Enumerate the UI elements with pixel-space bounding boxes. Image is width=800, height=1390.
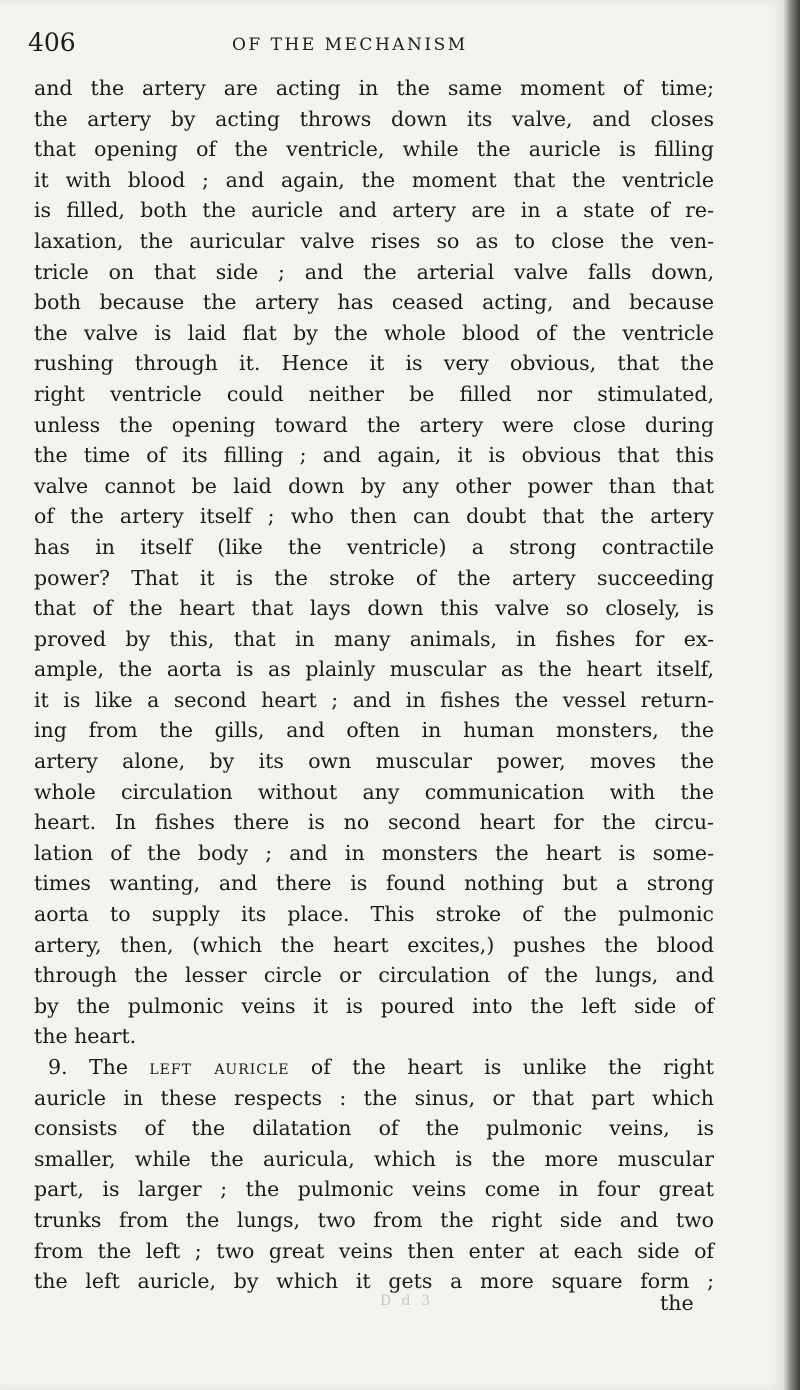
text-line: power? That it is the stroke of the artery succeeding xyxy=(34,565,714,590)
text-line: rushing through it. Hence it is very obvious, that the xyxy=(34,351,714,376)
running-head xyxy=(28,28,728,58)
text-line: by the pulmonic veins it is poured into the left side of xyxy=(34,993,714,1018)
text-line: auricle in these respects : the sinus, or that part which xyxy=(34,1085,714,1110)
text-line: the valve is laid flat by the whole blood of the ventricle xyxy=(34,320,714,345)
page-edge-shadow xyxy=(784,0,800,1390)
text-line: the artery by acting throws down its valve, and closes xyxy=(34,106,714,131)
text-line: times wanting, and there is found nothing but a strong xyxy=(34,871,714,896)
text-line: through the lesser circle or circulation of the lungs, and xyxy=(34,963,714,988)
paragraph-first-rest: of the heart is unlike the right xyxy=(310,1055,714,1079)
text-line: from the left ; two great veins then enter at each side of xyxy=(34,1238,714,1263)
text-line: unless the opening toward the artery were close during xyxy=(34,412,714,437)
text-line: trunks from the lungs, two from the right side and two xyxy=(34,1207,714,1232)
text-line: the left auricle, by which it gets a more square form ; xyxy=(34,1269,714,1294)
text-line: that of the heart that lays down this valve so closely, is xyxy=(34,596,714,621)
text-line: proved by this, that in many animals, in fishes for ex- xyxy=(34,626,714,651)
text-line: artery, then, (which the heart excites,) pushes the blood xyxy=(34,932,714,957)
text-line: tricle on that side ; and the arterial valve falls down, xyxy=(34,259,714,284)
text-line: artery alone, by its own muscular power, moves the xyxy=(34,749,714,774)
text-line: ing from the gills, and often in human monsters, the xyxy=(34,718,714,743)
running-title: OF THE MECHANISM xyxy=(232,35,468,55)
text-line: is filled, both the auricle and artery are in a state of re- xyxy=(34,198,714,223)
text-line: has in itself (like the ventricle) a strong contractile xyxy=(34,534,714,559)
text-line: laxation, the auricular valve rises so as to close the ven- xyxy=(34,228,714,253)
text-line: lation of the body ; and in monsters the heart is some- xyxy=(34,840,714,865)
text-line: it with blood ; and again, the moment that the ventricle xyxy=(34,167,714,192)
text-line: right ventricle could neither be filled nor stimulated, xyxy=(34,381,714,406)
text-line: ample, the aorta is as plainly muscular as the heart itself, xyxy=(34,657,714,682)
paragraph-lead: The xyxy=(88,1055,128,1079)
text-line: that opening of the ventricle, while the auricle is filling xyxy=(34,137,714,162)
signature-mark: D d 3 xyxy=(380,1293,433,1309)
text-line: both because the artery has ceased acting, and because xyxy=(34,290,714,315)
text-line: and the artery are acting in the same moment of time; xyxy=(34,76,714,100)
text-line: the heart. xyxy=(34,1024,137,1049)
text-line: it is like a second heart ; and in fishes the vessel return- xyxy=(34,687,714,712)
catchword: the xyxy=(660,1291,694,1315)
text-line: heart. In fishes there is no second heart for the circu- xyxy=(34,810,714,835)
page-number: 406 xyxy=(28,28,76,57)
paragraph-9-first-line xyxy=(34,1052,714,1083)
text-line: whole circulation without any communication with the xyxy=(34,779,714,804)
small-caps-term: left auricle xyxy=(149,1055,290,1079)
text-line: smaller, while the auricula, which is the more muscular xyxy=(34,1146,714,1171)
paragraph-number: 9. xyxy=(48,1055,68,1079)
text-line: of the artery itself ; who then can doubt that the artery xyxy=(34,504,714,529)
body-text xyxy=(34,73,714,1297)
text-line: consists of the dilatation of the pulmonic veins, is xyxy=(34,1116,714,1141)
text-line: the time of its filling ; and again, it is obvious that this xyxy=(34,443,714,468)
text-line: aorta to supply its place. This stroke of the pulmonic xyxy=(34,902,714,927)
text-line: part, is larger ; the pulmonic veins come in four great xyxy=(34,1177,714,1202)
text-line: valve cannot be laid down by any other power than that xyxy=(34,473,714,498)
